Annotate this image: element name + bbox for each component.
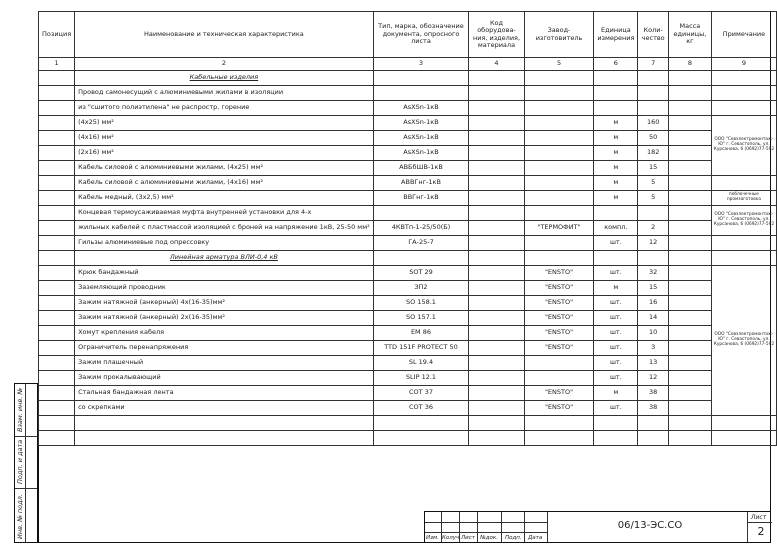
- side-label-inv-original: Инв. № подл.: [16, 494, 24, 539]
- header-code: Код оборудова-ния, изделия, материала: [469, 12, 524, 58]
- note-cell: ООО "Севэлектромонтаж-Ю" г. Севастополь, ул. Курсанова, 6 (0692)77-592: [711, 206, 776, 236]
- type-cell: COT 36: [373, 401, 469, 416]
- maker-cell: [524, 161, 594, 176]
- table-row: [39, 236, 777, 251]
- maker-cell: [524, 356, 594, 371]
- qty-cell: 38: [638, 401, 669, 416]
- tb-label-change: Изм.: [426, 535, 439, 541]
- pos-cell: [39, 296, 75, 311]
- mass-cell: [668, 266, 711, 281]
- type-cell: [373, 251, 469, 266]
- mass-cell: [668, 341, 711, 356]
- empty-cell: [524, 431, 594, 446]
- unit-cell: [594, 86, 638, 101]
- note-cell: [711, 236, 776, 251]
- table-row: [39, 356, 777, 371]
- type-cell: TTD 151F PROTECT 50: [373, 341, 469, 356]
- pos-cell: [39, 326, 75, 341]
- left-stamp-strip: [14, 383, 38, 543]
- section-row: [39, 251, 777, 266]
- name-cell: Зажим плашечный: [75, 356, 374, 371]
- pos-cell: [39, 281, 75, 296]
- unit-cell: м: [594, 281, 638, 296]
- type-cell: ЗП2: [373, 281, 469, 296]
- pos-cell: [39, 71, 75, 86]
- col-number: 3: [373, 58, 469, 71]
- name-cell: (4х16) мм²: [75, 131, 374, 146]
- mass-cell: [668, 146, 711, 161]
- unit-cell: шт.: [594, 311, 638, 326]
- qty-cell: [638, 206, 669, 221]
- qty-cell: [638, 101, 669, 116]
- unit-cell: шт.: [594, 296, 638, 311]
- pos-cell: [39, 356, 75, 371]
- pos-cell: [39, 176, 75, 191]
- title-block: [424, 511, 771, 543]
- empty-cell: [594, 431, 638, 446]
- col-number: 5: [524, 58, 594, 71]
- unit-cell: шт.: [594, 236, 638, 251]
- qty-cell: 14: [638, 311, 669, 326]
- document-code: 06/13-ЭС.СО: [617, 520, 683, 531]
- mass-cell: [668, 221, 711, 236]
- empty-cell: [469, 431, 524, 446]
- qty-cell: [638, 251, 669, 266]
- maker-cell: "ENSTO": [524, 386, 594, 401]
- side-label-replace-inv: Взам. инв. №: [16, 387, 24, 432]
- column-number-row: [39, 58, 777, 71]
- mass-cell: [668, 326, 711, 341]
- pos-cell: [39, 206, 75, 221]
- table-row: [39, 176, 777, 191]
- maker-cell: "ENSTO": [524, 296, 594, 311]
- note-cell: [711, 86, 776, 101]
- header-position: Позиция: [39, 12, 75, 58]
- maker-cell: "ENSTO": [524, 401, 594, 416]
- pos-cell: [39, 116, 75, 131]
- table-row: [39, 371, 777, 386]
- type-cell: AsXSn-1кВ: [373, 146, 469, 161]
- qty-cell: 12: [638, 371, 669, 386]
- col-number: 1: [39, 58, 75, 71]
- tb-label-sign: Подп.: [505, 535, 522, 541]
- code-cell: [469, 146, 524, 161]
- qty-cell: 50: [638, 131, 669, 146]
- mass-cell: [668, 401, 711, 416]
- mass-cell: [668, 71, 711, 86]
- unit-cell: шт.: [594, 326, 638, 341]
- section-row: [39, 71, 777, 86]
- pos-cell: [39, 101, 75, 116]
- tb-label-doc: №док.: [480, 535, 498, 541]
- type-cell: EM 86: [373, 326, 469, 341]
- mass-cell: [668, 116, 711, 131]
- qty-cell: 32: [638, 266, 669, 281]
- name-cell: жильных кабелей с пластмассой изоляцией с броней на напряжение 1кВ, 25-50 мм²: [75, 221, 374, 236]
- maker-cell: [524, 116, 594, 131]
- table-row: [39, 131, 777, 146]
- mass-cell: [668, 191, 711, 206]
- name-cell: Концевая термоусаживаемая муфта внутренней установки для 4-х: [75, 206, 374, 221]
- type-cell: AsXSn-1кВ: [373, 131, 469, 146]
- mass-cell: [668, 101, 711, 116]
- mass-cell: [668, 356, 711, 371]
- type-cell: SL 19.4: [373, 356, 469, 371]
- code-cell: [469, 371, 524, 386]
- code-cell: [469, 386, 524, 401]
- maker-cell: [524, 71, 594, 86]
- qty-cell: 3: [638, 341, 669, 356]
- type-cell: SOT 29: [373, 266, 469, 281]
- maker-cell: "ТЕРМОФИТ": [524, 221, 594, 236]
- mass-cell: [668, 386, 711, 401]
- type-cell: SO 157.1: [373, 311, 469, 326]
- code-cell: [469, 101, 524, 116]
- name-cell: Кабельные изделия: [75, 71, 374, 86]
- col-number: 6: [594, 58, 638, 71]
- unit-cell: м: [594, 161, 638, 176]
- qty-cell: 10: [638, 326, 669, 341]
- table-row: [39, 296, 777, 311]
- maker-cell: "ENSTO": [524, 311, 594, 326]
- mass-cell: [668, 311, 711, 326]
- empty-cell: [469, 416, 524, 431]
- maker-cell: [524, 206, 594, 221]
- table-row: [39, 386, 777, 401]
- empty-cell: [75, 416, 374, 431]
- name-cell: Зажим натяжной (анкерный) 4х(16-35)мм²: [75, 296, 374, 311]
- table-row: [39, 341, 777, 356]
- type-cell: AsXSn-1кВ: [373, 101, 469, 116]
- qty-cell: 182: [638, 146, 669, 161]
- type-cell: АВБбШВ-1кВ: [373, 161, 469, 176]
- name-cell: Провод самонесущий с алюминиевыми жилами в изоляции: [75, 86, 374, 101]
- empty-cell: [373, 431, 469, 446]
- specification-table: [38, 11, 777, 446]
- code-cell: [469, 191, 524, 206]
- pos-cell: [39, 131, 75, 146]
- mass-cell: [668, 86, 711, 101]
- type-cell: ГА-25-7: [373, 236, 469, 251]
- mass-cell: [668, 131, 711, 146]
- maker-cell: [524, 86, 594, 101]
- type-cell: SLIP 12.1: [373, 371, 469, 386]
- unit-cell: м: [594, 191, 638, 206]
- qty-cell: 16: [638, 296, 669, 311]
- maker-cell: [524, 191, 594, 206]
- qty-cell: [638, 86, 669, 101]
- unit-cell: [594, 251, 638, 266]
- note-cell: [711, 71, 776, 86]
- name-cell: из "сшитого полиэтилена" не распростр. горение: [75, 101, 374, 116]
- code-cell: [469, 116, 524, 131]
- empty-cell: [711, 431, 776, 446]
- pos-cell: [39, 251, 75, 266]
- unit-cell: компл.: [594, 221, 638, 236]
- code-cell: [469, 206, 524, 221]
- mass-cell: [668, 371, 711, 386]
- unit-cell: м: [594, 116, 638, 131]
- col-number: 2: [75, 58, 374, 71]
- qty-cell: 2: [638, 221, 669, 236]
- code-cell: [469, 221, 524, 236]
- pos-cell: [39, 86, 75, 101]
- unit-cell: [594, 101, 638, 116]
- empty-cell: [524, 416, 594, 431]
- unit-cell: м: [594, 386, 638, 401]
- name-cell: Кабель силовой с алюминиевыми жилами, (4х25) мм²: [75, 161, 374, 176]
- code-cell: [469, 281, 524, 296]
- type-cell: [373, 86, 469, 101]
- header-maker: Завод-изготовитель: [524, 12, 594, 58]
- header-row: [39, 12, 777, 58]
- pos-cell: [39, 161, 75, 176]
- qty-cell: 5: [638, 191, 669, 206]
- name-cell: Стальная бандажная лента: [75, 386, 374, 401]
- tb-label-sheet: Лист: [461, 535, 475, 541]
- type-cell: [373, 71, 469, 86]
- empty-cell: [711, 416, 776, 431]
- table-row: [39, 116, 777, 131]
- table-row: [39, 221, 777, 236]
- name-cell: (2х16) мм²: [75, 146, 374, 161]
- col-number: 8: [668, 58, 711, 71]
- empty-cell: [638, 416, 669, 431]
- code-cell: [469, 161, 524, 176]
- unit-cell: шт.: [594, 401, 638, 416]
- mass-cell: [668, 296, 711, 311]
- pos-cell: [39, 401, 75, 416]
- table-row: [39, 266, 777, 281]
- unit-cell: шт.: [594, 341, 638, 356]
- name-cell: Кабель силовой с алюминиевыми жилами, (4х16) мм²: [75, 176, 374, 191]
- maker-cell: [524, 251, 594, 266]
- maker-cell: "ENSTO": [524, 341, 594, 356]
- empty-row: [39, 416, 777, 431]
- empty-cell: [75, 431, 374, 446]
- type-cell: [373, 206, 469, 221]
- side-label-sign-date: Подп. и дата: [16, 439, 24, 484]
- empty-row: [39, 431, 777, 446]
- code-cell: [469, 236, 524, 251]
- code-cell: [469, 401, 524, 416]
- note-cell: [711, 176, 776, 191]
- mass-cell: [668, 161, 711, 176]
- type-cell: 4КВТп-1-25/50(Б): [373, 221, 469, 236]
- name-cell: Крюк бандажный: [75, 266, 374, 281]
- header-unit: Единица измерения: [594, 12, 638, 58]
- code-cell: [469, 266, 524, 281]
- table-row: [39, 311, 777, 326]
- empty-cell: [638, 431, 669, 446]
- maker-cell: [524, 101, 594, 116]
- header-type: Тип, марка, обозначение документа, опросного листа: [373, 12, 469, 58]
- empty-cell: [594, 416, 638, 431]
- code-cell: [469, 311, 524, 326]
- qty-cell: 13: [638, 356, 669, 371]
- empty-cell: [668, 431, 711, 446]
- sheet-label: Лист: [751, 514, 767, 521]
- note-cell: [711, 101, 776, 116]
- code-cell: [469, 71, 524, 86]
- name-cell: Линейная арматура ВЛИ-0,4 кВ: [75, 251, 374, 266]
- pos-cell: [39, 341, 75, 356]
- note-cell: ООО "Севэлектромонтаж-Ю" г. Севастополь, ул. Курсанова, 6 (0692)77-592: [711, 116, 776, 176]
- name-cell: Зажим натяжной (анкерный) 2х(16-35)мм²: [75, 311, 374, 326]
- pos-cell: [39, 266, 75, 281]
- mass-cell: [668, 281, 711, 296]
- pos-cell: [39, 371, 75, 386]
- header-mass: Масса единицы, кг: [668, 12, 711, 58]
- note-cell: [711, 251, 776, 266]
- empty-cell: [373, 416, 469, 431]
- name-cell: Хомут крепления кабеля: [75, 326, 374, 341]
- maker-cell: "ENSTO": [524, 266, 594, 281]
- pos-cell: [39, 311, 75, 326]
- qty-cell: [638, 71, 669, 86]
- qty-cell: 160: [638, 116, 669, 131]
- qty-cell: 5: [638, 176, 669, 191]
- unit-cell: шт.: [594, 371, 638, 386]
- unit-cell: м: [594, 131, 638, 146]
- unit-cell: м: [594, 176, 638, 191]
- mass-cell: [668, 251, 711, 266]
- sheet-number: 2: [757, 525, 765, 538]
- name-cell: со скрепками: [75, 401, 374, 416]
- name-cell: Гильзы алюминиевые под опрессовку: [75, 236, 374, 251]
- table-row: [39, 101, 777, 116]
- maker-cell: [524, 236, 594, 251]
- empty-cell: [39, 431, 75, 446]
- note-cell: поблочечные промзаготовка: [711, 191, 776, 206]
- maker-cell: "ENSTO": [524, 326, 594, 341]
- type-cell: ВВГнг-1кВ: [373, 191, 469, 206]
- qty-cell: 15: [638, 281, 669, 296]
- table-row: [39, 281, 777, 296]
- mass-cell: [668, 236, 711, 251]
- unit-cell: шт.: [594, 356, 638, 371]
- maker-cell: [524, 146, 594, 161]
- empty-cell: [668, 416, 711, 431]
- code-cell: [469, 176, 524, 191]
- col-number: 9: [711, 58, 776, 71]
- name-cell: (4х25) мм²: [75, 116, 374, 131]
- code-cell: [469, 251, 524, 266]
- type-cell: АВВГнг-1кВ: [373, 176, 469, 191]
- code-cell: [469, 356, 524, 371]
- pos-cell: [39, 221, 75, 236]
- tb-label-count: Колуч.: [442, 535, 462, 541]
- table-row: [39, 146, 777, 161]
- tb-label-date: Дата: [528, 535, 543, 541]
- name-cell: Заземляющий проводник: [75, 281, 374, 296]
- code-cell: [469, 341, 524, 356]
- pos-cell: [39, 146, 75, 161]
- header-qty: Коли-чество: [638, 12, 669, 58]
- col-number: 7: [638, 58, 669, 71]
- empty-cell: [39, 416, 75, 431]
- maker-cell: [524, 131, 594, 146]
- qty-cell: 12: [638, 236, 669, 251]
- type-cell: AsXSn-1кВ: [373, 116, 469, 131]
- table-row: [39, 206, 777, 221]
- maker-cell: [524, 176, 594, 191]
- type-cell: SO 158.1: [373, 296, 469, 311]
- unit-cell: м: [594, 146, 638, 161]
- note-cell: ООО "Севэлектромонтаж-Ю" г. Севастополь, ул. Курсанова, 6 (0692)77-592: [711, 266, 776, 416]
- table-row: [39, 86, 777, 101]
- maker-cell: [524, 371, 594, 386]
- pos-cell: [39, 236, 75, 251]
- table-row: [39, 326, 777, 341]
- code-cell: [469, 326, 524, 341]
- name-cell: Кабель медный, (3х2,5) мм²: [75, 191, 374, 206]
- table-row: [39, 401, 777, 416]
- unit-cell: [594, 206, 638, 221]
- mass-cell: [668, 206, 711, 221]
- table-row: [39, 191, 777, 206]
- table-row: [39, 161, 777, 176]
- pos-cell: [39, 191, 75, 206]
- qty-cell: 38: [638, 386, 669, 401]
- qty-cell: 15: [638, 161, 669, 176]
- name-cell: Ограничитель перенапряжения: [75, 341, 374, 356]
- code-cell: [469, 131, 524, 146]
- code-cell: [469, 86, 524, 101]
- code-cell: [469, 296, 524, 311]
- unit-cell: шт.: [594, 266, 638, 281]
- mass-cell: [668, 176, 711, 191]
- unit-cell: [594, 71, 638, 86]
- col-number: 4: [469, 58, 524, 71]
- maker-cell: "ENSTO": [524, 281, 594, 296]
- header-note: Примечание: [711, 12, 776, 58]
- pos-cell: [39, 386, 75, 401]
- header-name: Наименование и техническая характеристика: [75, 12, 374, 58]
- type-cell: COT 37: [373, 386, 469, 401]
- name-cell: Зажим прокалывающий: [75, 371, 374, 386]
